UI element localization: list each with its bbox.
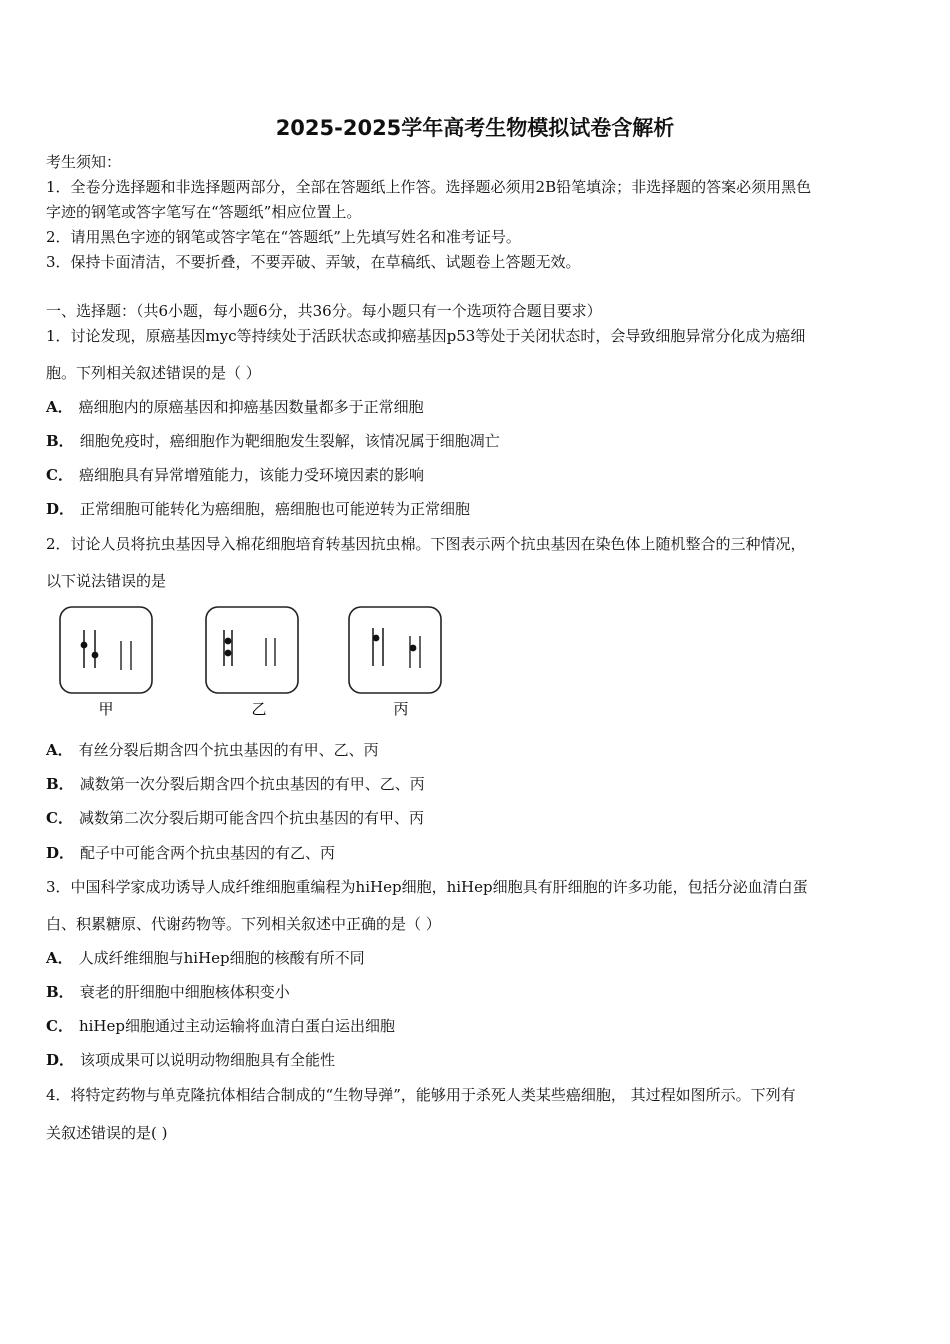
option-letter: D． [46,1051,75,1069]
option-text: 有丝分裂后期含四个抗虫基因的有甲、乙、丙 [78,741,379,759]
q1-option-b [46,431,906,451]
notice-line: 3．保持卡面清洁，不要折叠，不要弄破、弄皱，在草稿纸、试题卷上答题无效。 [46,253,581,271]
option-text: 衰老的肝细胞中细胞核体积变小 [79,983,290,1001]
cell-yi [206,607,298,693]
option-letter: D． [46,500,75,518]
option-letter: C． [46,466,73,484]
figure-label-bing: 丙 [393,700,409,718]
section-heading: 一、选择题：（共6小题，每小题6分，共36分。每小题只有一个选项符合题目要求） [46,302,602,320]
option-text: 正常细胞可能转化为癌细胞，癌细胞也可能逆转为正常细胞 [80,500,471,518]
option-text: 减数第一次分裂后期含四个抗虫基因的有甲、乙、丙 [79,775,425,793]
q1-option-d [46,499,906,519]
option-text: hiHep细胞通过主动运输将血清白蛋白运出细胞 [78,1017,395,1035]
option-text: 人成纤维细胞与hiHep细胞的核酸有所不同 [78,949,365,967]
option-text: 细胞免疫时，癌细胞作为靶细胞发生裂解，该情况属于细胞凋亡 [79,432,500,450]
q2-stem-line: 以下说法错误的是 [46,572,167,590]
figure-label-jia: 甲 [98,700,114,718]
option-letter: C． [46,809,73,827]
q2-option-b [46,774,906,794]
figure-label-yi: 乙 [251,700,267,718]
notice-line: 2．请用黑色字迹的钢笔或答字笔在“答题纸”上先填写姓名和准考证号。 [46,228,521,246]
option-letter: B． [46,775,74,793]
notice-line: 字迹的钢笔或答字笔写在“答题纸”相应位置上。 [46,203,362,221]
q1-option-a [46,397,906,417]
q3-option-d [46,1050,906,1070]
chromosome-figure [46,598,466,726]
q1-option-c [46,465,906,485]
q4-stem-line: 关叙述错误的是( ) [46,1124,168,1142]
q3-option-c [46,1016,906,1036]
q3-option-b [46,982,906,1002]
q2-option-c [46,808,906,828]
option-letter: A． [46,949,73,967]
q3-option-a [46,948,906,968]
option-text: 减数第二次分裂后期可能含四个抗虫基因的有甲、丙 [78,809,424,827]
q3-stem-line: 白、积累糖原、代谢药物等。下列相关叙述中正确的是（ ） [46,915,441,933]
option-letter: A． [46,741,73,759]
cell-jia [60,607,152,693]
page-title: 2025-2025学年高考生物模拟试卷含解析 [275,116,675,140]
q3-stem-line: 3．中国科学家成功诱导人成纤维细胞重编程为hiHep细胞，hiHep细胞具有肝细胞的许多功能，包括分泌血清白蛋 [46,878,808,896]
option-letter: C． [46,1017,73,1035]
option-letter: D． [46,844,75,862]
option-text: 癌细胞具有异常增殖能力，该能力受环境因素的影响 [78,466,424,484]
option-letter: B． [46,432,74,450]
option-text: 癌细胞内的原癌基因和抑癌基因数量都多于正常细胞 [78,398,424,416]
q2-option-a [46,740,906,760]
option-text: 该项成果可以说明动物细胞具有全能性 [80,1051,336,1069]
cell-bing [349,607,441,693]
option-letter: B． [46,983,74,1001]
q2-option-d [46,843,906,863]
option-letter: A． [46,398,73,416]
q1-stem-line: 胞。下列相关叙述错误的是（ ） [46,364,261,382]
option-text: 配子中可能含两个抗虫基因的有乙、丙 [80,844,336,862]
notice-line: 1．全卷分选择题和非选择题两部分，全部在答题纸上作答。选择题必须用2B铅笔填涂；非选择题的答案必须用黑色 [46,178,812,196]
notice-heading: 考生须知： [46,153,122,171]
q2-stem-line: 2．讨论人员将抗虫基因导入棉花细胞培育转基因抗虫棉。下图表示两个抗虫基因在染色体上随机整合的三种情况， [46,535,806,553]
q1-stem-line: 1．讨论发现，原癌基因myc等持续处于活跃状态或抑癌基因p53等处于关闭状态时，会导致细胞异常分化成为癌细 [46,327,806,345]
q4-stem-line: 4．将特定药物与单克隆抗体相结合制成的“生物导弹”，能够用于杀死人类某些癌细胞， 其过程如图所示。下列有 [46,1086,796,1104]
